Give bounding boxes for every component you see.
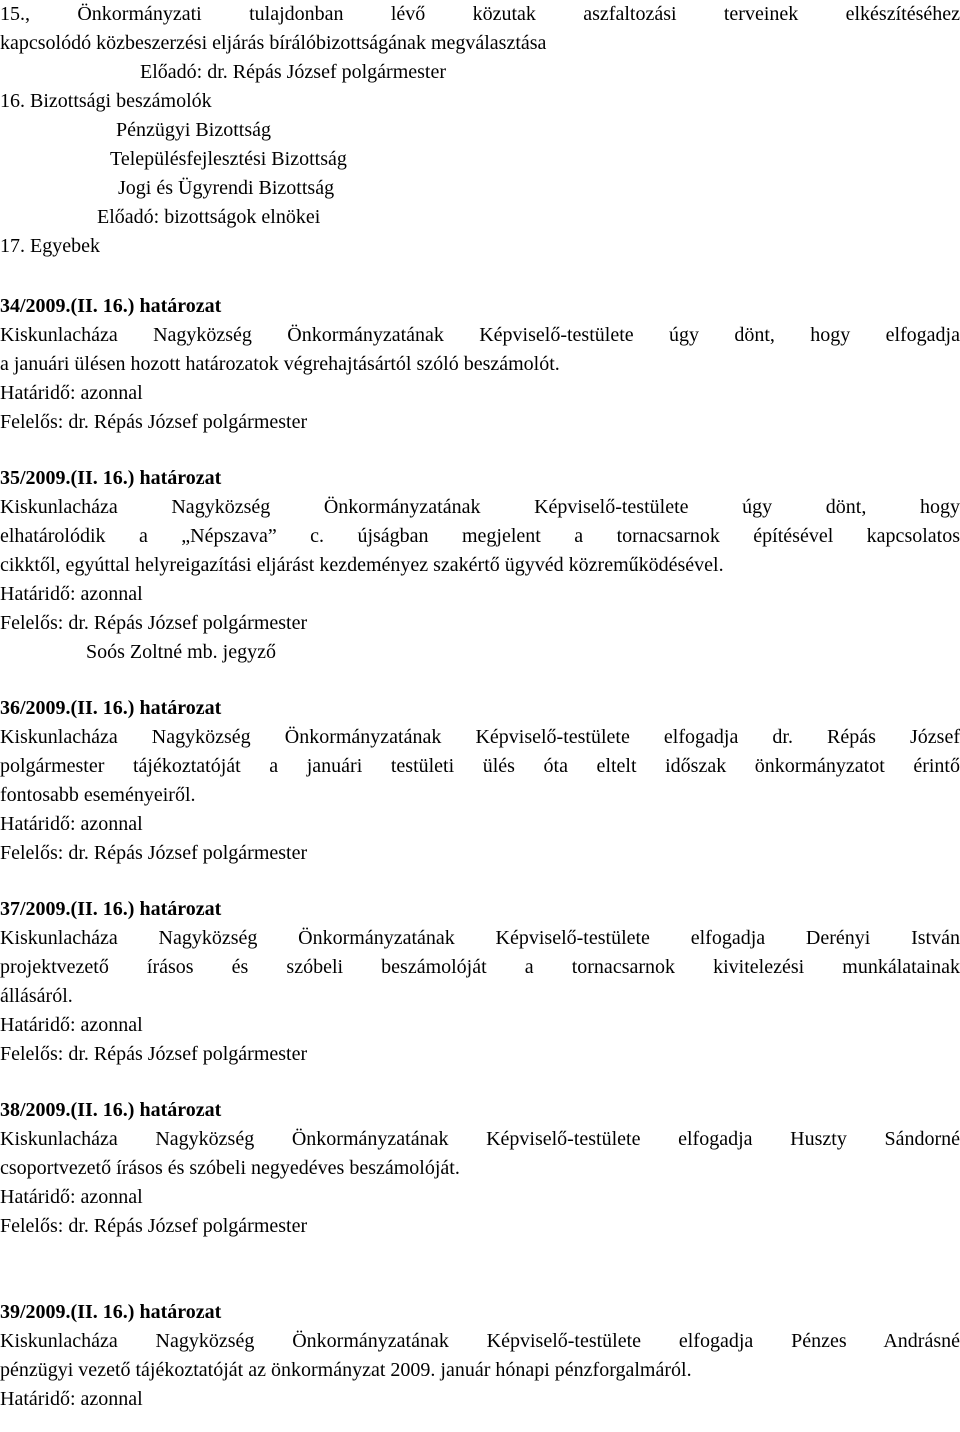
resolution-responsible: Felelős: dr. Répás József polgármester: [0, 842, 308, 864]
resolution-text-line: a januári ülésen hozott határozatok végrehajtásártól szóló beszámolót.: [0, 353, 560, 375]
resolution-text-line: Kiskunlacháza Nagyközség Önkormányzatának Képviselő-testülete elfogadja dr. Répás József: [0, 726, 960, 748]
resolution-title: 34/2009.(II. 16.) határozat: [0, 295, 222, 317]
resolution-deadline: Határidő: azonnal: [0, 1186, 143, 1208]
resolution-responsible: Felelős: dr. Répás József polgármester: [0, 1043, 308, 1065]
resolution-text-line: csoportvezető írásos és szóbeli negyedéves beszámolóját.: [0, 1157, 460, 1179]
resolution-deadline: Határidő: azonnal: [0, 1014, 143, 1036]
resolution-35: [0, 464, 960, 667]
agenda-item-16-title: 16. Bizottsági beszámolók: [0, 90, 212, 112]
resolution-responsible: Felelős: dr. Répás József polgármester: [0, 411, 308, 433]
resolution-responsible: Felelős: dr. Répás József polgármester: [0, 612, 308, 634]
resolution-text-line: polgármester tájékoztatóját a januári testületi ülés óta eltelt időszak önkormányzatot érintő: [0, 755, 960, 777]
resolution-text-line: Kiskunlacháza Nagyközség Önkormányzatának Képviselő-testülete úgy dönt, hogy elfogadja: [0, 324, 960, 346]
committee-development: Településfejlesztési Bizottság: [110, 148, 347, 170]
resolution-deadline: Határidő: azonnal: [0, 813, 143, 835]
resolution-text-line: fontosabb eseményeiről.: [0, 784, 196, 806]
resolution-39: [0, 1298, 960, 1414]
agenda-item-15-line-1: 15., Önkormányzati tulajdonban lévő közutak aszfaltozási terveinek elkészítéséhez: [0, 3, 960, 25]
resolution-text-line: projektvezető írásos és szóbeli beszámolóját a tornacsarnok kivitelezési munkálatainak: [0, 956, 960, 978]
resolution-text-line: állásáról.: [0, 985, 73, 1007]
resolution-37: [0, 895, 960, 1069]
agenda-item-17-title: 17. Egyebek: [0, 235, 100, 257]
resolution-text-line: Kiskunlacháza Nagyközség Önkormányzatának Képviselő-testülete úgy dönt, hogy: [0, 496, 960, 518]
resolution-text-line: cikktől, egyúttal helyreigazítási eljárást kezdeményez szakértő ügyvéd közreműködésével.: [0, 554, 724, 576]
resolution-text-line: Kiskunlacháza Nagyközség Önkormányzatának Képviselő-testülete elfogadja Derényi István: [0, 927, 960, 949]
resolution-title: 37/2009.(II. 16.) határozat: [0, 898, 222, 920]
agenda-item-15-line-2: kapcsolódó közbeszerzési eljárás bírálóbizottságának megválasztása: [0, 32, 547, 54]
committee-finance: Pénzügyi Bizottság: [116, 119, 271, 141]
resolution-text-line: pénzügyi vezető tájékoztatóját az önkormányzat 2009. január hónapi pénzforgalmáról.: [0, 1359, 692, 1381]
resolution-deadline: Határidő: azonnal: [0, 382, 143, 404]
resolution-title: 38/2009.(II. 16.) határozat: [0, 1099, 222, 1121]
agenda-item-15-presenter: Előadó: dr. Répás József polgármester: [140, 61, 447, 83]
resolution-deadline: Határidő: azonnal: [0, 1388, 143, 1410]
resolution-text-line: Kiskunlacháza Nagyközség Önkormányzatának Képviselő-testülete elfogadja Huszty Sándorné: [0, 1128, 960, 1150]
resolution-title: 36/2009.(II. 16.) határozat: [0, 697, 222, 719]
resolution-36: [0, 694, 960, 868]
resolution-text-line: Kiskunlacháza Nagyközség Önkormányzatának Képviselő-testülete elfogadja Pénzes Andrásné: [0, 1330, 960, 1352]
resolution-text-line: elhatárolódik a „Népszava” c. újságban megjelent a tornacsarnok építésével kapcsolatos: [0, 525, 960, 547]
agenda-item-16-presenter: Előadó: bizottságok elnökei: [97, 206, 321, 228]
resolution-deadline: Határidő: azonnal: [0, 583, 143, 605]
resolution-34: [0, 292, 960, 437]
resolution-title: 39/2009.(II. 16.) határozat: [0, 1301, 222, 1323]
committee-legal: Jogi és Ügyrendi Bizottság: [118, 177, 335, 199]
resolution-38: [0, 1096, 960, 1241]
resolution-responsible-secondary: Soós Zoltné mb. jegyző: [86, 641, 276, 663]
resolution-title: 35/2009.(II. 16.) határozat: [0, 467, 222, 489]
resolution-responsible: Felelős: dr. Répás József polgármester: [0, 1215, 308, 1237]
